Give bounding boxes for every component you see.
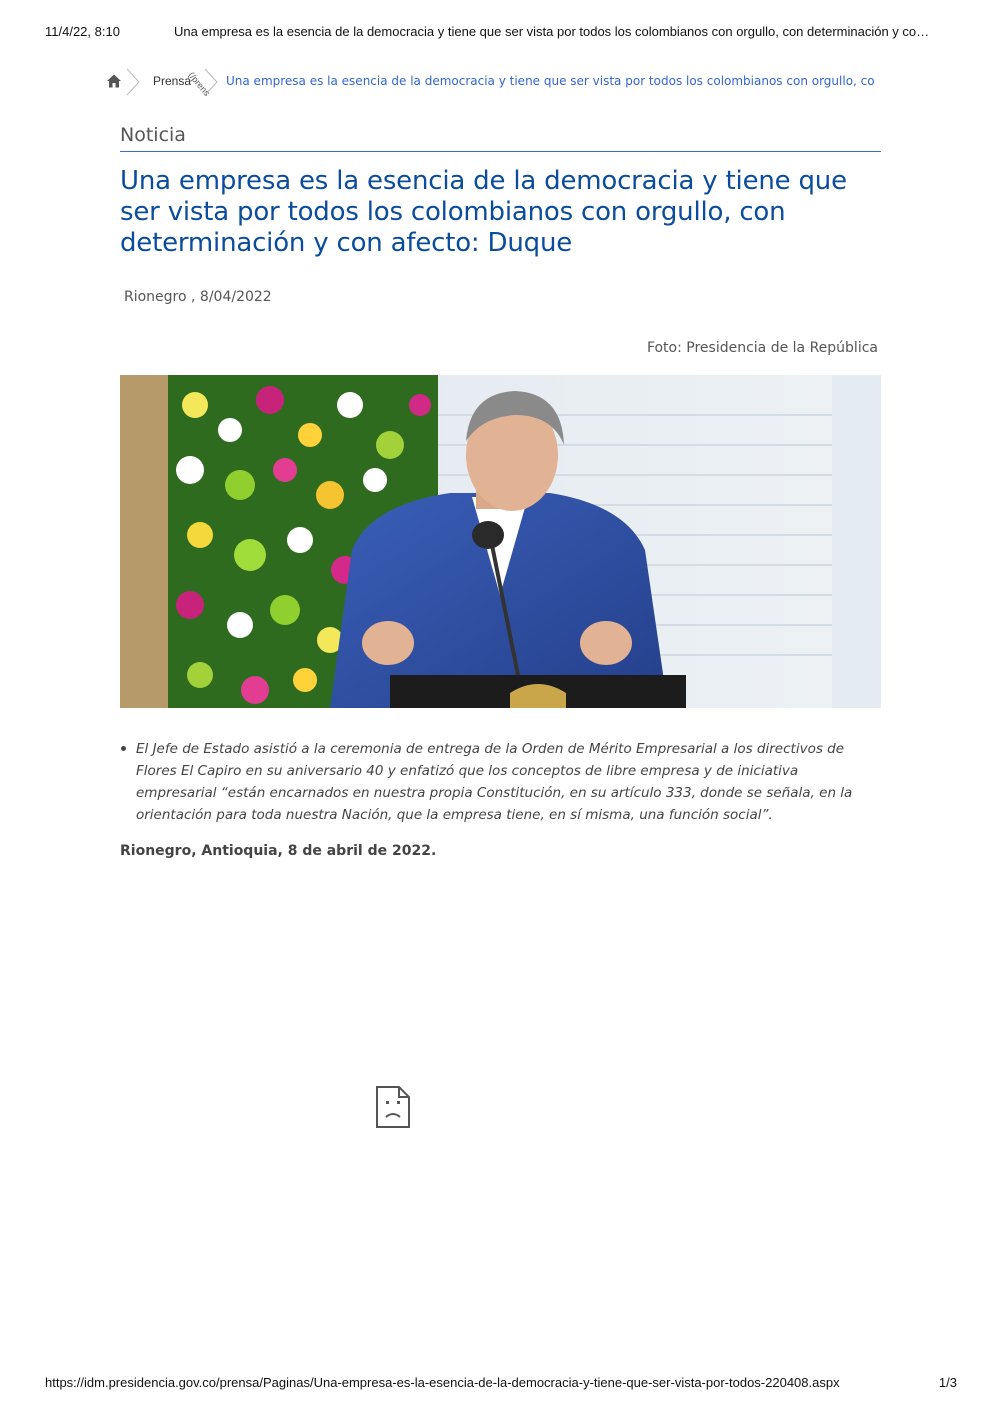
speaker-photo-illustration [120, 375, 881, 708]
home-icon[interactable] [106, 73, 122, 89]
article-summary-list [120, 738, 882, 826]
print-header [45, 24, 960, 42]
breadcrumb-rotated-fragment: (/prens [186, 70, 213, 98]
print-page-number: 1/3 [938, 1375, 957, 1390]
print-page-title: Una empresa es la esencia de la democracia y tiene que ser vista por todos los colombianos con orgullo, con determinación y co… [174, 24, 930, 39]
print-datetime: 11/4/22, 8:10 [45, 24, 120, 39]
article-dateline: Rionegro , 8/04/2022 [124, 289, 272, 305]
print-url: https://idm.presidencia.gov.co/prensa/Paginas/Una-empresa-es-la-esencia-de-la-democracia-y-tiene-que-ser-vista-por-todos-220408.aspx [45, 1375, 840, 1390]
breadcrumb-current[interactable]: Una empresa es la esencia de la democracia y tiene que ser vista por todos los colombianos con orgullo, co [226, 74, 875, 88]
broken-page-icon [375, 1085, 411, 1129]
breadcrumb [104, 68, 904, 98]
article-location-line: Rionegro, Antioquia, 8 de abril de 2022. [120, 843, 437, 859]
section-divider [120, 151, 881, 152]
print-footer [45, 1375, 957, 1393]
chevron-right-icon [204, 68, 218, 96]
section-label: Noticia [120, 124, 186, 146]
breadcrumb-prensa[interactable]: Prensa [153, 74, 192, 88]
article-headline: Una empresa es la esencia de la democracia y tiene que ser vista por todos los colombianos con orgullo, con determinación y con afecto: Duque [120, 166, 847, 258]
summary-bullet: El Jefe de Estado asistió a la ceremonia de entrega de la Orden de Mérito Empresarial a los directivos de Flores El Capiro en su aniversario 40 y enfatizó que los conceptos de libre empresa y de iniciativa empresarial “están encarnados en nuestra propia Constitución, en su artículo 333, donde se señala, en la orientación para toda nuestra Nación, que la empresa tiene, en sí misma, una función social”. [120, 738, 882, 826]
chevron-right-icon [126, 68, 140, 96]
article-photo [120, 375, 881, 708]
photo-credit: Foto: Presidencia de la República [646, 340, 878, 356]
